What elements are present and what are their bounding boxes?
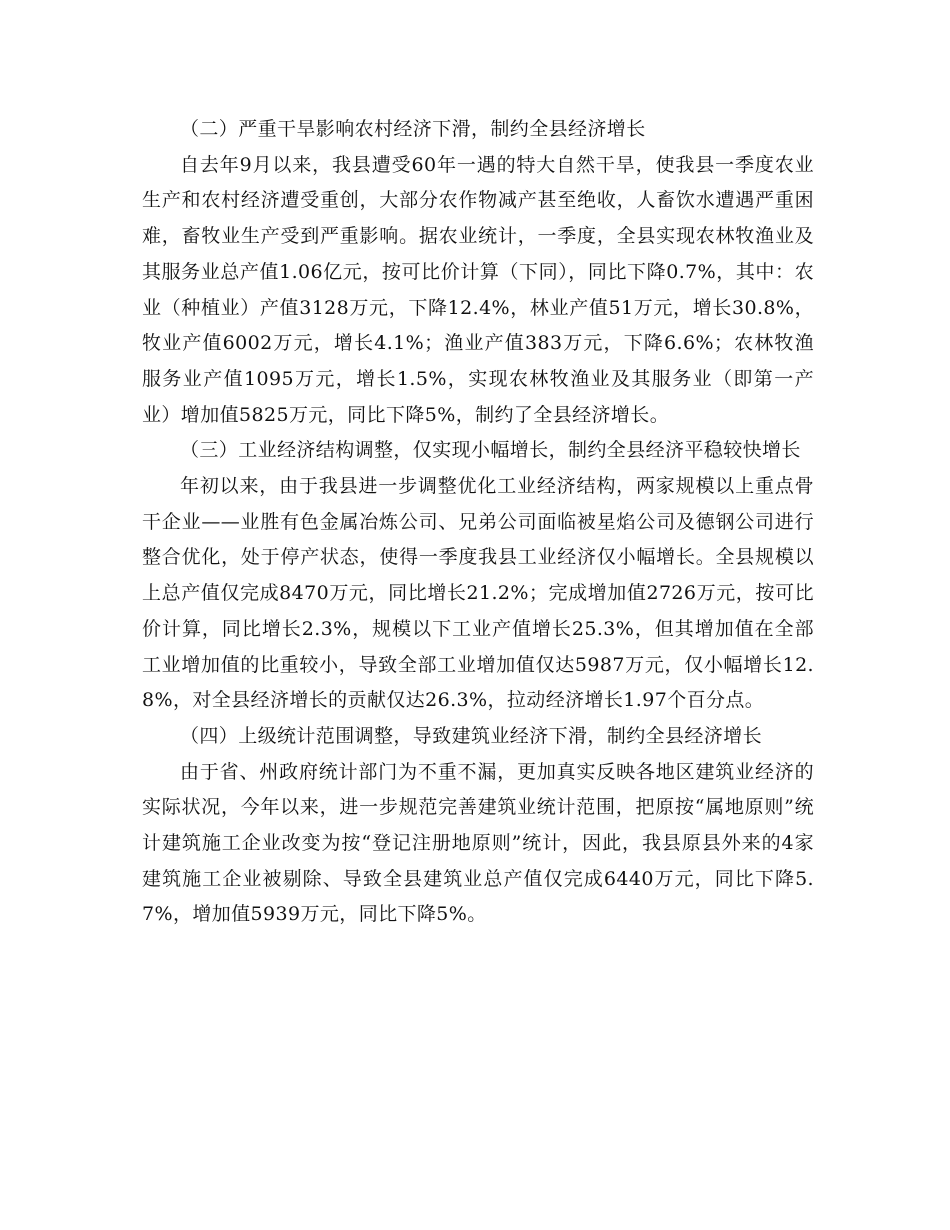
section-heading-3: （三）工业经济结构调整，仅实现小幅增长，制约全县经济平稳较快增长	[180, 439, 801, 462]
section-body-2: 自去年9月以来，我县遭受60年一遇的特大自然干旱，使我县一季度农业生产和农村经济遭受重创，大部分农作物减产甚至绝收，人畜饮水遭遇严重困难，畜牧业生产受到严重影响。据农业统计，一季度，全县实现农林牧渔业及其服务业总产值1.06亿元，按可比价计算（下同），同比下降0.7%，其中：农业（种植业）产值3128万元，下降12.4%，林业产值51万元，增长30.8%，牧业产值6002万元，增长4.1%；渔业产值383万元，下降6.6%；农林牧渔服务业产值1095万元，增长1.5%，实现农林牧渔业及其服务业（即第一产业）增加值5825万元，同比下降5%，制约了全县经济增长。	[142, 153, 814, 426]
document-page	[142, 112, 814, 933]
section-body-4: 由于省、州政府统计部门为不重不漏，更加真实反映各地区建筑业经济的实际状况，今年以来，进一步规范完善建筑业统计范围，把原按“属地原则”统计建筑施工企业改变为按“登记注册地原则”统计，因此，我县原县外来的4家建筑施工企业被剔除、导致全县建筑业总产值仅完成6440万元，同比下降5.7%，增加值5939万元，同比下降5%。	[142, 760, 814, 926]
section-heading-4: （四）上级统计范围调整，导致建筑业经济下滑，制约全县经济增长	[180, 724, 763, 747]
section-heading-2: （二）严重干旱影响农村经济下滑，制约全县经济增长	[180, 118, 646, 140]
section-body-3: 年初以来，由于我县进一步调整优化工业经济结构，两家规模以上重点骨干企业——业胜有色金属冶炼公司、兄弟公司面临被星焰公司及德钢公司进行整合优化，处于停产状态，使得一季度我县工业经济仅小幅增长。全县规模以上总产值仅完成8470万元，同比增长21.2%；完成增加值2726万元，按可比价计算，同比增长2.3%，规模以下工业产值增长25.3%，但其增加值在全部工业增加值的比重较小，导致全部工业增加值仅达5987万元，仅小幅增长12.8%，对全县经济增长的贡献仅达26.3%，拉动经济增长1.97个百分点。	[142, 475, 814, 712]
